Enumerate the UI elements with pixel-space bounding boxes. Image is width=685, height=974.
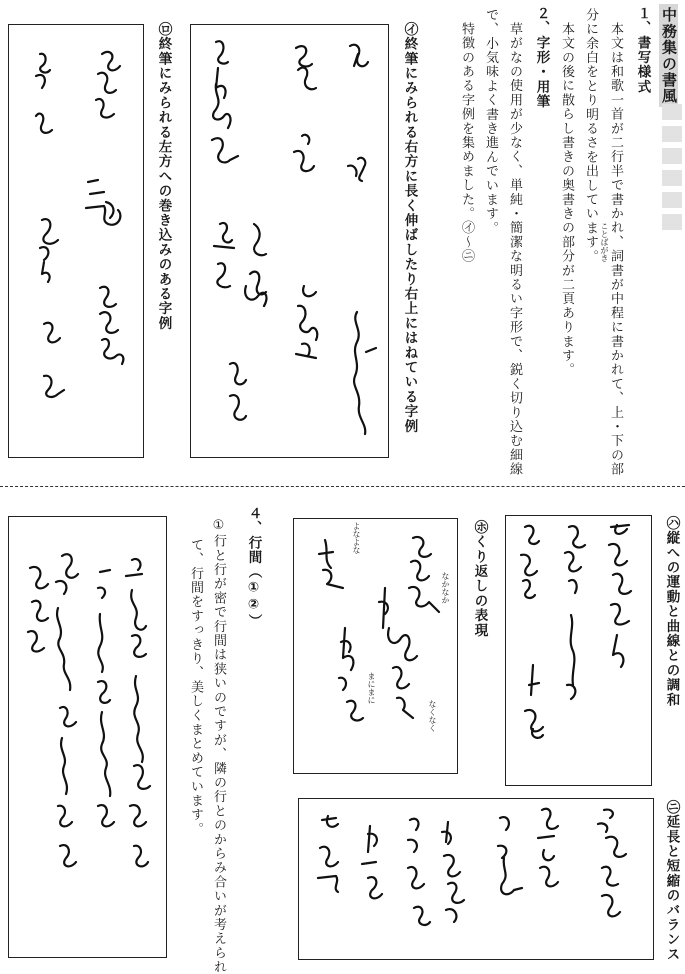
example-ha-label: ㋩縦への運動と曲線との調和 — [663, 516, 680, 708]
example-1-calligraphy — [8, 516, 165, 956]
example-ni-calligraphy — [298, 798, 652, 958]
ruby-manimani: まにまに — [367, 672, 376, 704]
section-divider — [0, 486, 685, 487]
ruby-yonayona: よなよな — [352, 522, 361, 554]
example-i-label: ㋑終筆にみられる右方に長く伸ばしたり右上にはねている字例 — [401, 22, 418, 434]
ruby-nakunaku: なくなく — [428, 700, 437, 732]
section4-line-1: ①行と行が密で行間は狭いのですが、隣の行とのからみ合いが考えられ — [211, 518, 226, 974]
section2-line-1: 草がなの使用が少なく、単純・簡潔な明るい字形で、鋭く切り込む細線 — [507, 22, 522, 477]
example-ha-calligraphy — [505, 515, 650, 784]
example-i-calligraphy — [190, 24, 387, 456]
section2-line-2: で、小気味よく書き進んでいます。 — [483, 8, 498, 236]
kotobagaki-ruby: ことばがき — [600, 222, 609, 262]
section1-line-2: 分に余白をとり明るさを出しています。 — [583, 8, 598, 264]
example-ro-label: ㋺終筆にみられる左方への巻き込みのある字例 — [155, 22, 172, 331]
section2-line-3: 特徴のある字例を集めました。㋑〜㋥ — [459, 22, 474, 264]
section1-line-3: 本文の後に散らし書きの奥書きの部分が二頁あります。 — [559, 22, 574, 377]
section4-line-2: て、行間をすっきり、美しくまとめています。 — [188, 538, 203, 837]
page-title: 中務集の書風 — [659, 4, 678, 107]
example-ho-calligraphy — [293, 518, 456, 772]
ruby-nakanaka: なかなか — [441, 572, 450, 604]
example-ho-label: ㋭くり返しの表現 — [471, 520, 488, 638]
section1-line-1: 本文は和歌一首が二行半で書かれ、詞書が中程に書かれて、上・下の部 — [608, 22, 623, 477]
title-decoration — [662, 104, 682, 236]
example-ro-calligraphy — [8, 24, 142, 456]
section1-heading: １、書写様式 — [634, 6, 651, 95]
example-ni-label: ㋥延長と短縮のバランス — [663, 800, 680, 962]
section4-heading: ４、行間（①②） — [245, 506, 262, 629]
section2-heading: ２、字形・用筆 — [533, 6, 550, 109]
